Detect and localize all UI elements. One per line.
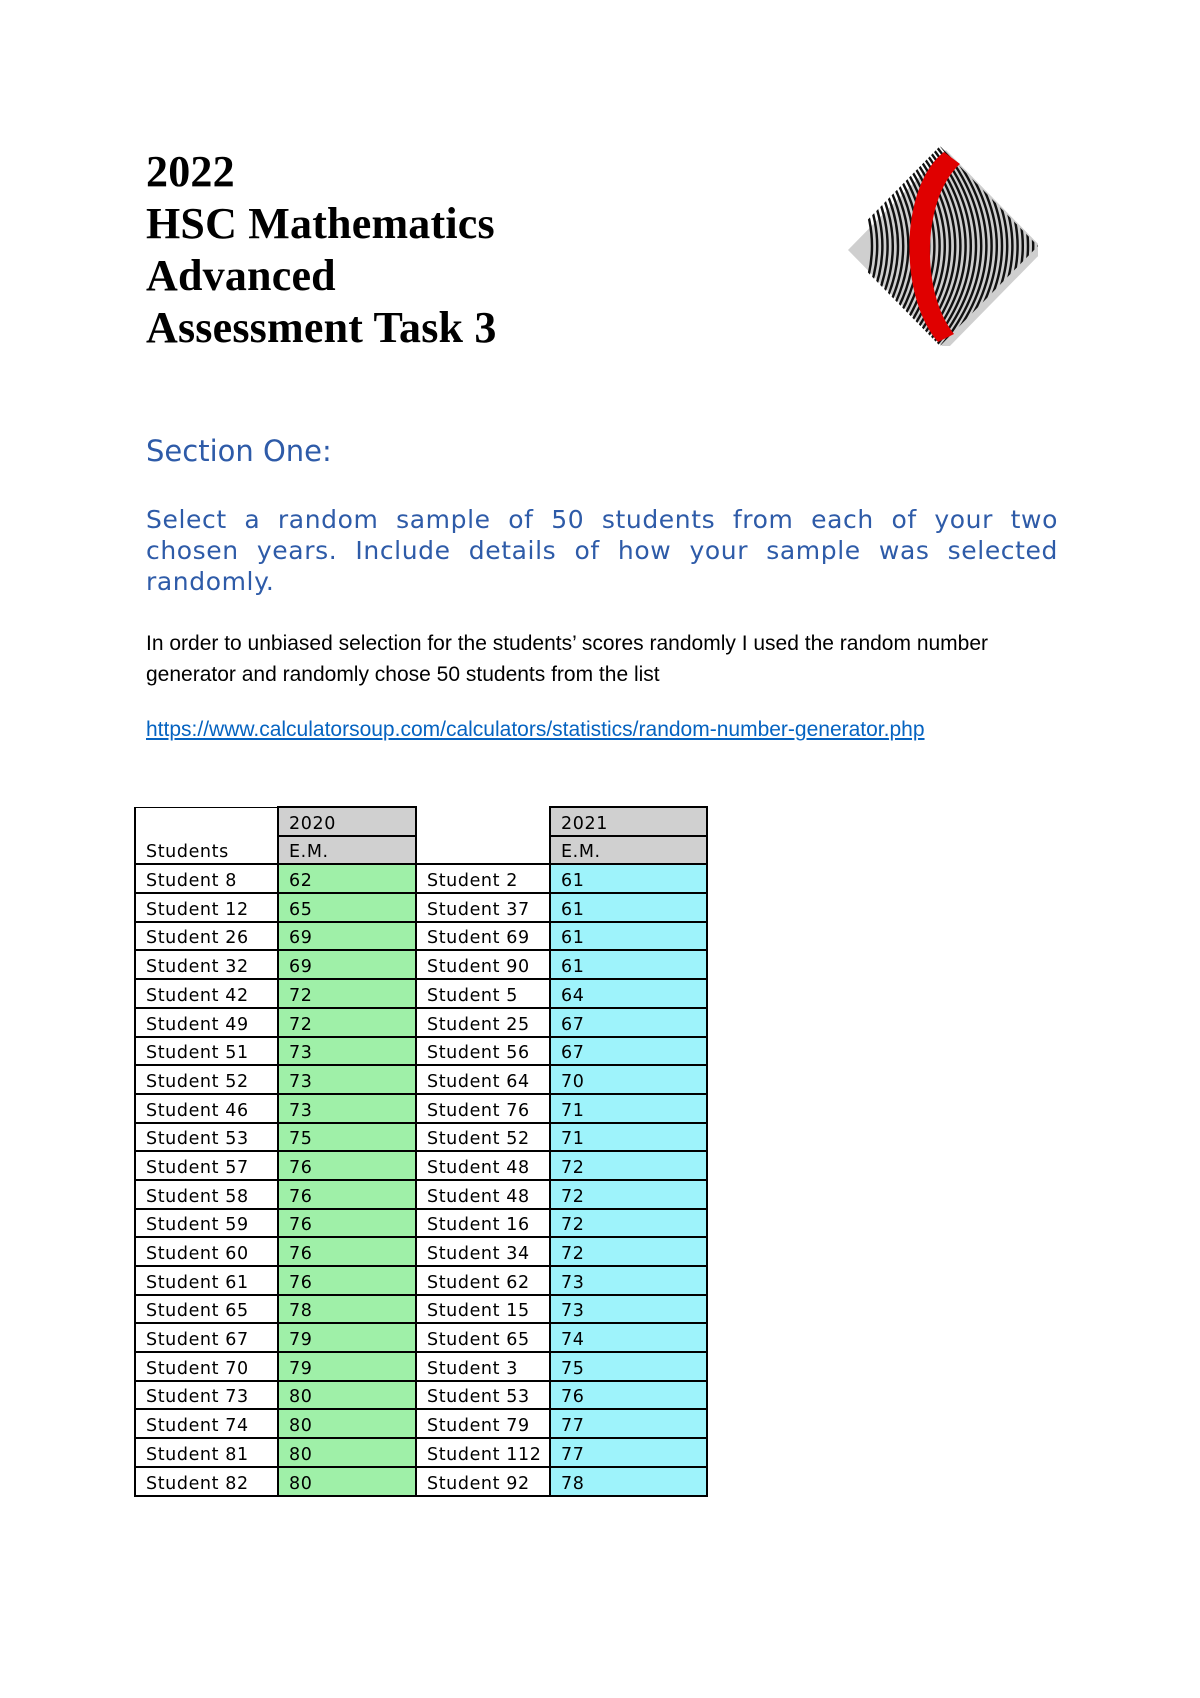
- student-2020-name: Student 51: [135, 1037, 278, 1066]
- table-row: [135, 1209, 707, 1238]
- student-2021-score: 72: [550, 1237, 707, 1266]
- student-2021-score: 61: [550, 893, 707, 922]
- student-2021-score: 72: [550, 1180, 707, 1209]
- table-row: [135, 1237, 707, 1266]
- table-row: [135, 1266, 707, 1295]
- document-title: [146, 146, 497, 354]
- student-2020-score: 72: [278, 1008, 416, 1037]
- student-2020-name: Student 67: [135, 1323, 278, 1352]
- student-2020-score: 76: [278, 1237, 416, 1266]
- student-2021-name: Student 69: [416, 922, 550, 951]
- student-2021-name: Student 79: [416, 1409, 550, 1438]
- student-2021-score: 61: [550, 864, 707, 893]
- table-row: [135, 864, 707, 893]
- table-year-row: [135, 807, 707, 836]
- student-2021-name: Student 76: [416, 1094, 550, 1123]
- student-2020-score: 78: [278, 1295, 416, 1324]
- student-2021-name: Student 53: [416, 1381, 550, 1410]
- student-2021-name: Student 16: [416, 1209, 550, 1238]
- table-row: [135, 1037, 707, 1066]
- table-row: [135, 1065, 707, 1094]
- student-2020-name: Student 61: [135, 1266, 278, 1295]
- student-2021-name: Student 64: [416, 1065, 550, 1094]
- school-crest-logo-icon: [842, 146, 1038, 346]
- table-row: [135, 893, 707, 922]
- table-row: [135, 1323, 707, 1352]
- student-2020-score: 76: [278, 1209, 416, 1238]
- student-2020-score: 73: [278, 1065, 416, 1094]
- student-2020-score: 80: [278, 1467, 416, 1496]
- student-2020-name: Student 57: [135, 1151, 278, 1180]
- student-2020-name: Student 58: [135, 1180, 278, 1209]
- student-2021-name: Student 90: [416, 950, 550, 979]
- student-2020-score: 75: [278, 1123, 416, 1152]
- student-2020-name: Student 81: [135, 1438, 278, 1467]
- student-2020-name: Student 53: [135, 1123, 278, 1152]
- student-2020-score: 69: [278, 950, 416, 979]
- student-2021-score: 78: [550, 1467, 707, 1496]
- table-row: [135, 1409, 707, 1438]
- table-row: [135, 1180, 707, 1209]
- student-2021-name: Student 56: [416, 1037, 550, 1066]
- student-2021-name: Student 48: [416, 1151, 550, 1180]
- table-label-row: [135, 836, 707, 865]
- student-2020-score: 79: [278, 1323, 416, 1352]
- student-2020-score: 76: [278, 1151, 416, 1180]
- student-2021-score: 72: [550, 1151, 707, 1180]
- student-2020-name: Student 65: [135, 1295, 278, 1324]
- table-row: [135, 1438, 707, 1467]
- student-2020-score: 76: [278, 1180, 416, 1209]
- student-2021-name: Student 65: [416, 1323, 550, 1352]
- students-column-header: Students: [135, 836, 278, 865]
- student-2021-score: 75: [550, 1352, 707, 1381]
- student-2021-name: Student 112: [416, 1438, 550, 1467]
- student-2021-score: 73: [550, 1266, 707, 1295]
- student-2021-score: 77: [550, 1438, 707, 1467]
- student-2021-name: Student 62: [416, 1266, 550, 1295]
- table-row: [135, 1467, 707, 1496]
- section-heading: Section One:: [146, 434, 332, 468]
- student-2020-name: Student 60: [135, 1237, 278, 1266]
- student-2020-name: Student 70: [135, 1352, 278, 1381]
- student-2020-score: 76: [278, 1266, 416, 1295]
- student-2020-name: Student 8: [135, 864, 278, 893]
- em-2020-header: E.M.: [278, 836, 416, 865]
- title-year: 2022: [146, 147, 235, 196]
- student-2020-name: Student 73: [135, 1381, 278, 1410]
- student-2021-score: 64: [550, 979, 707, 1008]
- student-2020-name: Student 59: [135, 1209, 278, 1238]
- table-row: [135, 1123, 707, 1152]
- answer-text: In order to unbiased selection for the students’ scores randomly I used the random number generator and randomly chose 50 students from the list: [146, 632, 989, 686]
- title-level: Advanced: [146, 251, 336, 300]
- student-2021-score: 61: [550, 950, 707, 979]
- table-row: [135, 922, 707, 951]
- student-2021-name: Student 52: [416, 1123, 550, 1152]
- student-2021-score: 76: [550, 1381, 707, 1410]
- student-2020-name: Student 32: [135, 950, 278, 979]
- student-2021-name: Student 5: [416, 979, 550, 1008]
- student-2021-name: Student 48: [416, 1180, 550, 1209]
- year-2021-header: 2021: [550, 807, 707, 836]
- student-2021-score: 67: [550, 1037, 707, 1066]
- student-2020-score: 72: [278, 979, 416, 1008]
- student-2021-score: 70: [550, 1065, 707, 1094]
- student-2021-name: Student 37: [416, 893, 550, 922]
- table-row: [135, 979, 707, 1008]
- table-row: [135, 1151, 707, 1180]
- table-row: [135, 1094, 707, 1123]
- student-2020-score: 80: [278, 1409, 416, 1438]
- student-2021-score: 61: [550, 922, 707, 951]
- em-2021-header: E.M.: [550, 836, 707, 865]
- student-2020-name: Student 26: [135, 922, 278, 951]
- title-task: Assessment Task 3: [146, 303, 497, 352]
- student-2020-name: Student 49: [135, 1008, 278, 1037]
- student-2021-score: 77: [550, 1409, 707, 1438]
- student-2021-score: 73: [550, 1295, 707, 1324]
- student-2020-score: 69: [278, 922, 416, 951]
- student-2020-score: 80: [278, 1438, 416, 1467]
- student-2021-score: 71: [550, 1123, 707, 1152]
- random-generator-link[interactable]: https://www.calculatorsoup.com/calculators/statistics/random-number-generator.php: [146, 718, 925, 741]
- student-2020-name: Student 74: [135, 1409, 278, 1438]
- table-row: [135, 1295, 707, 1324]
- student-2021-score: 71: [550, 1094, 707, 1123]
- table-row: [135, 1352, 707, 1381]
- student-scores-table: [134, 806, 708, 1497]
- table-row: [135, 1008, 707, 1037]
- student-2020-name: Student 52: [135, 1065, 278, 1094]
- student-2020-score: 65: [278, 893, 416, 922]
- student-2020-name: Student 82: [135, 1467, 278, 1496]
- task-prompt: Select a random sample of 50 students from each of your two chosen years. Include details of how your sample was selected randomly.: [146, 505, 1058, 596]
- student-2020-score: 73: [278, 1094, 416, 1123]
- student-2020-score: 79: [278, 1352, 416, 1381]
- year-2020-header: 2020: [278, 807, 416, 836]
- title-course: HSC Mathematics: [146, 199, 495, 248]
- student-2020-score: 73: [278, 1037, 416, 1066]
- student-2020-score: 80: [278, 1381, 416, 1410]
- student-2021-name: Student 2: [416, 864, 550, 893]
- student-2021-name: Student 92: [416, 1467, 550, 1496]
- student-2021-name: Student 34: [416, 1237, 550, 1266]
- student-2020-name: Student 42: [135, 979, 278, 1008]
- table-row: [135, 950, 707, 979]
- table-row: [135, 1381, 707, 1410]
- student-2021-name: Student 15: [416, 1295, 550, 1324]
- student-2021-score: 74: [550, 1323, 707, 1352]
- student-2021-score: 72: [550, 1209, 707, 1238]
- student-2020-score: 62: [278, 864, 416, 893]
- student-2020-name: Student 12: [135, 893, 278, 922]
- student-2021-name: Student 25: [416, 1008, 550, 1037]
- student-2021-name: Student 3: [416, 1352, 550, 1381]
- student-2020-name: Student 46: [135, 1094, 278, 1123]
- student-2021-score: 67: [550, 1008, 707, 1037]
